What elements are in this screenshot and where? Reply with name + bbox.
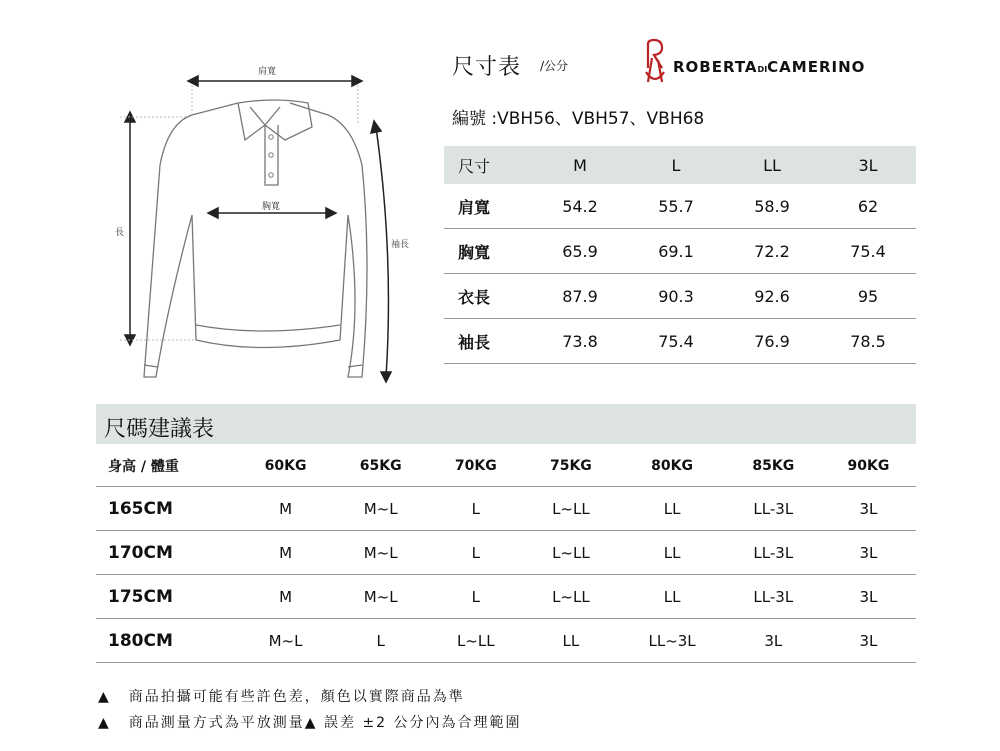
weight-col: 90KG xyxy=(821,446,916,487)
table-cell: L xyxy=(333,619,428,663)
table-cell: 75.4 xyxy=(628,319,724,364)
table-row xyxy=(444,274,916,319)
table-cell: 3L xyxy=(821,619,916,663)
table-cell: 3L xyxy=(821,531,916,575)
table-cell: 65.9 xyxy=(532,229,628,274)
table-cell: M~L xyxy=(333,575,428,619)
table-cell: L xyxy=(428,575,523,619)
table-cell: 92.6 xyxy=(724,274,820,319)
recommendation-header xyxy=(96,446,916,487)
table-cell: 76.9 xyxy=(724,319,820,364)
table-cell: LL-3L xyxy=(726,575,821,619)
note-text: 商品測量方式為平放測量▲ 誤差 ±2 公分內為合理範圍 xyxy=(128,715,522,731)
note-measurement xyxy=(98,712,522,732)
table-cell: 73.8 xyxy=(532,319,628,364)
table-cell: LL xyxy=(523,619,618,663)
shoulder-label: 肩寬 xyxy=(258,67,277,77)
page-title: 尺寸表 xyxy=(452,55,522,80)
size-header-label: 尺寸 xyxy=(444,146,532,184)
recommendation-title-bar xyxy=(96,404,916,444)
chest-label: 胸寬 xyxy=(262,202,281,212)
note-color xyxy=(98,686,465,706)
table-cell: 55.7 xyxy=(628,184,724,229)
brand-logo-icon xyxy=(640,38,670,86)
unit-label: /公分 xyxy=(540,59,569,73)
height-label: 175CM xyxy=(96,575,238,619)
size-table-header xyxy=(444,146,916,184)
table-cell: L~LL xyxy=(428,619,523,663)
row-label: 胸寬 xyxy=(444,229,532,274)
table-cell: L xyxy=(428,487,523,531)
table-cell: LL xyxy=(618,575,725,619)
table-cell: M~L xyxy=(333,531,428,575)
sleeve-label: 袖長 xyxy=(391,240,410,250)
table-row xyxy=(96,531,916,575)
table-cell: 54.2 xyxy=(532,184,628,229)
table-cell: 75.4 xyxy=(820,229,916,274)
table-cell: 95 xyxy=(820,274,916,319)
weight-col: 85KG xyxy=(726,446,821,487)
model-numbers: 編號 :VBH56、VBH57、VBH68 xyxy=(452,109,705,129)
table-cell: LL~3L xyxy=(618,619,725,663)
table-cell: L xyxy=(428,531,523,575)
table-cell: 69.1 xyxy=(628,229,724,274)
weight-col: 80KG xyxy=(618,446,725,487)
height-label: 180CM xyxy=(96,619,238,663)
size-col: M xyxy=(532,146,628,184)
height-label: 165CM xyxy=(96,487,238,531)
table-row xyxy=(444,319,916,364)
row-label: 袖長 xyxy=(444,319,532,364)
note-text: 商品拍攝可能有些許色差，顏色以實際商品為準 xyxy=(128,689,465,705)
table-cell: 72.2 xyxy=(724,229,820,274)
table-cell: M~L xyxy=(238,619,333,663)
rec-header-label: 身高 / 體重 xyxy=(96,446,238,487)
size-table xyxy=(444,146,916,364)
table-cell: LL xyxy=(618,531,725,575)
table-cell: 78.5 xyxy=(820,319,916,364)
row-label: 肩寬 xyxy=(444,184,532,229)
weight-col: 75KG xyxy=(523,446,618,487)
brand-name: ROBERTADICAMERINO xyxy=(673,58,866,76)
table-cell: M xyxy=(238,487,333,531)
table-cell: L~LL xyxy=(523,487,618,531)
garment-diagram xyxy=(100,55,440,400)
size-col: L xyxy=(628,146,724,184)
triangle-icon: ▲ xyxy=(98,689,111,705)
size-col: 3L xyxy=(820,146,916,184)
weight-col: 60KG xyxy=(238,446,333,487)
table-cell: M xyxy=(238,575,333,619)
table-cell: 3L xyxy=(821,575,916,619)
table-row xyxy=(96,487,916,531)
table-cell: 3L xyxy=(821,487,916,531)
table-row xyxy=(96,619,916,663)
table-cell: 90.3 xyxy=(628,274,724,319)
table-cell: 87.9 xyxy=(532,274,628,319)
recommendation-title: 尺碼建議表 xyxy=(104,417,215,442)
table-row xyxy=(444,184,916,229)
table-cell: LL xyxy=(618,487,725,531)
table-cell: M xyxy=(238,531,333,575)
table-cell: 58.9 xyxy=(724,184,820,229)
row-label: 衣長 xyxy=(444,274,532,319)
table-cell: LL-3L xyxy=(726,487,821,531)
height-label: 170CM xyxy=(96,531,238,575)
table-row xyxy=(444,229,916,274)
recommendation-table xyxy=(96,446,916,663)
weight-col: 70KG xyxy=(428,446,523,487)
length-label: 長 xyxy=(115,228,125,238)
table-cell: 62 xyxy=(820,184,916,229)
table-cell: M~L xyxy=(333,487,428,531)
table-cell: L~LL xyxy=(523,531,618,575)
table-cell: L~LL xyxy=(523,575,618,619)
size-col: LL xyxy=(724,146,820,184)
table-cell: 3L xyxy=(726,619,821,663)
table-cell: LL-3L xyxy=(726,531,821,575)
weight-col: 65KG xyxy=(333,446,428,487)
table-row xyxy=(96,575,916,619)
triangle-icon: ▲ xyxy=(98,715,111,731)
